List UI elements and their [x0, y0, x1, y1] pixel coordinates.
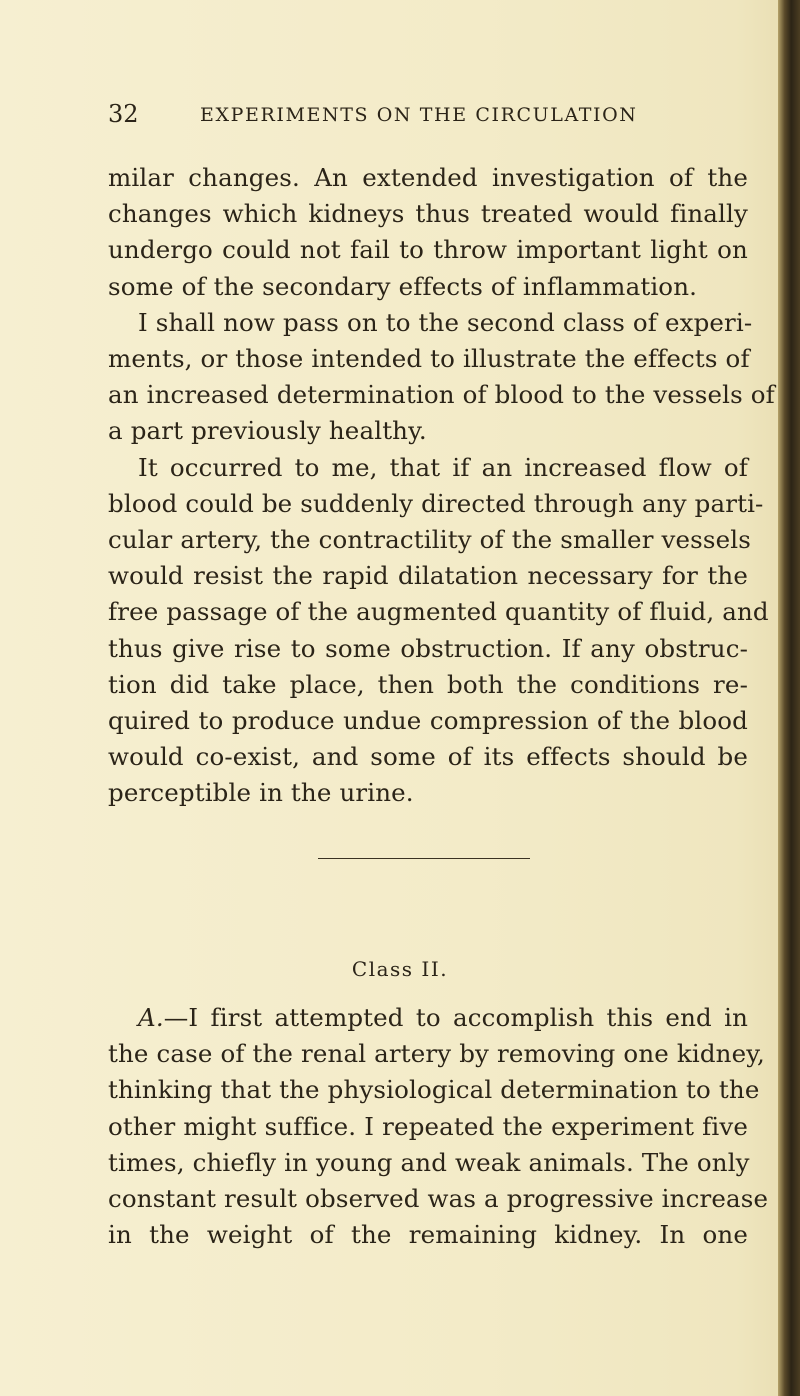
section-heading: Class II.: [351, 957, 449, 981]
running-title: EXPERIMENTS ON THE CIRCULATION: [200, 104, 638, 126]
text-line: would resist the rapid dilatation necessary for the: [108, 561, 748, 591]
text-line: ments, or those intended to illustrate the effects of: [108, 344, 750, 374]
text-line: milar changes. An extended investigation of the: [108, 163, 748, 192]
text-line: undergo could not fail to throw important light on: [108, 235, 748, 265]
section-divider: [318, 858, 530, 859]
text-line-rest: —I first attempted to accomplish this end in: [163, 1003, 748, 1032]
text-line: in the weight of the remaining kidney. In one: [108, 1220, 748, 1250]
text-line: the case of the renal artery by removing one kidney,: [108, 1039, 765, 1069]
text-line: thus give rise to some obstruction. If any obstruc-: [108, 633, 748, 663]
text-line: a part previously healthy.: [108, 416, 427, 446]
page-number: 32: [108, 100, 139, 128]
text-line: It occurred to me, that if an increased flow of: [138, 452, 748, 482]
text-line: would co-exist, and some of its effects should be: [108, 742, 748, 772]
text-line: other might suffice. I repeated the experiment five: [108, 1111, 748, 1141]
text-line: quired to produce undue compression of the blood: [108, 706, 748, 736]
text-line: times, chiefly in young and weak animals. The only: [108, 1147, 750, 1177]
body-paragraphs: [108, 160, 775, 812]
text-line: [108, 1000, 748, 1036]
page-edge: [778, 0, 800, 1396]
text-line: thinking that the physiological determination to the: [108, 1075, 760, 1105]
text-line: an increased determination of blood to the vessels of: [108, 380, 775, 410]
text-line: some of the secondary effects of inflammation.: [108, 271, 698, 301]
section-paragraph: [108, 1000, 769, 1253]
text-line: blood could be suddenly directed through any parti-: [108, 488, 764, 518]
text-line: constant result observed was a progressive increase: [108, 1184, 769, 1214]
text-line: changes which kidneys thus treated would finally: [108, 199, 748, 229]
page-header: [108, 100, 748, 132]
text-line: perceptible in the urine.: [108, 778, 414, 808]
text-line: free passage of the augmented quantity of fluid, and: [108, 597, 769, 627]
text-line: I shall now pass on to the second class of experi-: [138, 307, 753, 337]
section-label: A.: [138, 1003, 164, 1032]
text-line: cular artery, the contractility of the smaller vessels: [108, 525, 751, 555]
text-line: tion did take place, then both the conditions re-: [108, 669, 748, 699]
